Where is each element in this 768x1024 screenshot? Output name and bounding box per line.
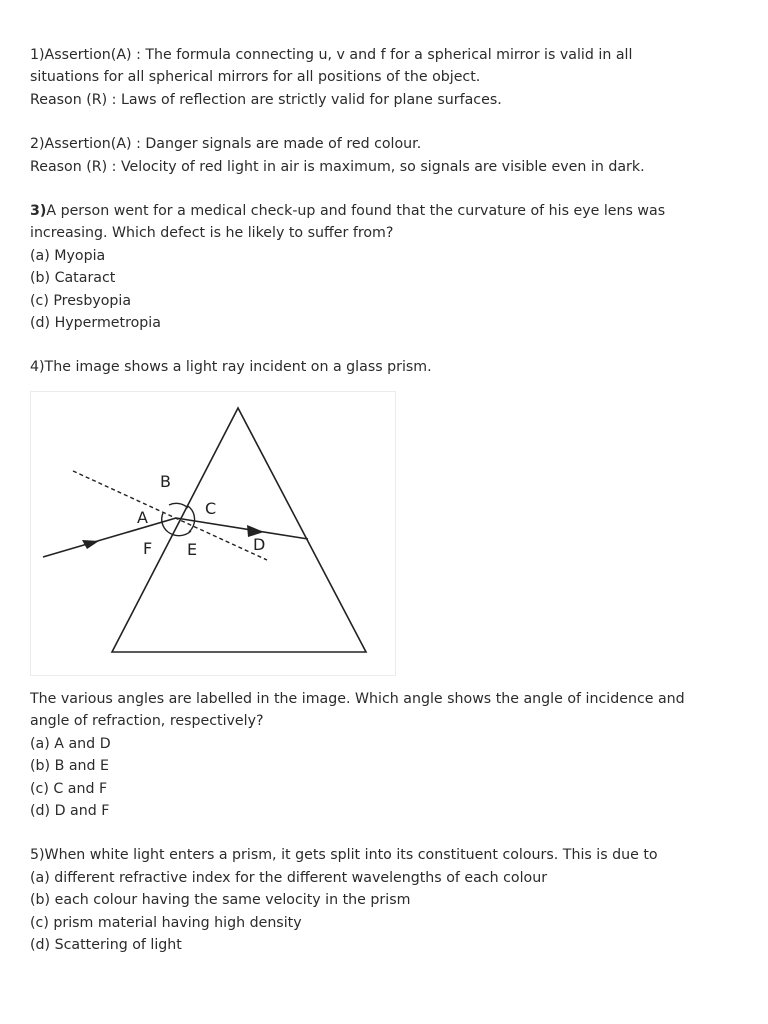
refracted-ray [176,518,308,539]
q4-option-b: (b) B and E [30,758,109,775]
label-d: D [253,534,266,554]
q1-reason: Reason (R) : Laws of reflection are strictly valid for plane surfaces. [30,91,502,108]
q4-question [30,688,740,822]
q5-option-a: (a) different refractive index for the different wavelengths of each colour [30,869,548,886]
q3-stem-text: A person went for a medical check-up and found that the curvature of his eye lens was [46,203,666,220]
q4-question-line: angle of refraction, respectively? [30,713,264,730]
q4-option-a: (a) A and D [30,735,111,752]
q3-stem [30,200,740,222]
q4-option-d: (d) D and F [30,802,110,819]
question-4 [30,356,740,822]
prism-diagram [31,392,397,677]
q4-stem: 4)The image shows a light ray incident on a glass prism. [30,359,432,376]
q4-option-c: (c) C and F [30,780,108,797]
question-1 [30,44,740,111]
question-2 [30,133,740,178]
label-f: F [143,538,153,558]
q5-option-b: (b) each colour having the same velocity in the prism [30,892,411,909]
question-5 [30,844,740,956]
angle-arc-top [169,503,188,508]
q3-option-d: (d) Hypermetropia [30,315,161,332]
q5-option-c: (c) prism material having high density [30,914,302,931]
q2-reason: Reason (R) : Velocity of red light in air is maximum, so signals are visible even in dark. [30,158,645,175]
label-a: A [137,507,148,527]
angle-arc-bottom [168,531,191,536]
q3-option-b: (b) Cataract [30,270,116,287]
label-e: E [187,539,198,559]
question-3 [30,200,740,334]
q4-question-line: The various angles are labelled in the image. Which angle shows the angle of incidence and [30,690,685,707]
label-c: C [205,498,217,518]
q5-stem: 5)When white light enters a prism, it gets split into its constituent colours. This is due to [30,847,658,864]
label-b: B [160,471,171,491]
q3-option-c: (c) Presbyopia [30,292,132,309]
q3-option-a: (a) Myopia [30,247,106,264]
angle-arc-right [188,506,195,532]
angle-arc-left [162,513,168,532]
q3-stem-cont: increasing. Which defect is he likely to suffer from? [30,225,394,242]
prism-figure [30,391,396,676]
q1-line: 1)Assertion(A) : The formula connecting u, v and f for a spherical mirror is valid in all [30,47,633,63]
q1-line: situations for all spherical mirrors for all positions of the object. [30,69,481,86]
incident-ray [43,518,176,557]
prism-triangle [112,408,366,652]
q2-assertion: 2)Assertion(A) : Danger signals are made of red colour. [30,136,422,153]
worksheet [30,44,740,978]
q3-number: 3) [30,203,47,220]
q5-option-d: (d) Scattering of light [30,936,182,953]
incident-arrowhead [82,540,99,549]
